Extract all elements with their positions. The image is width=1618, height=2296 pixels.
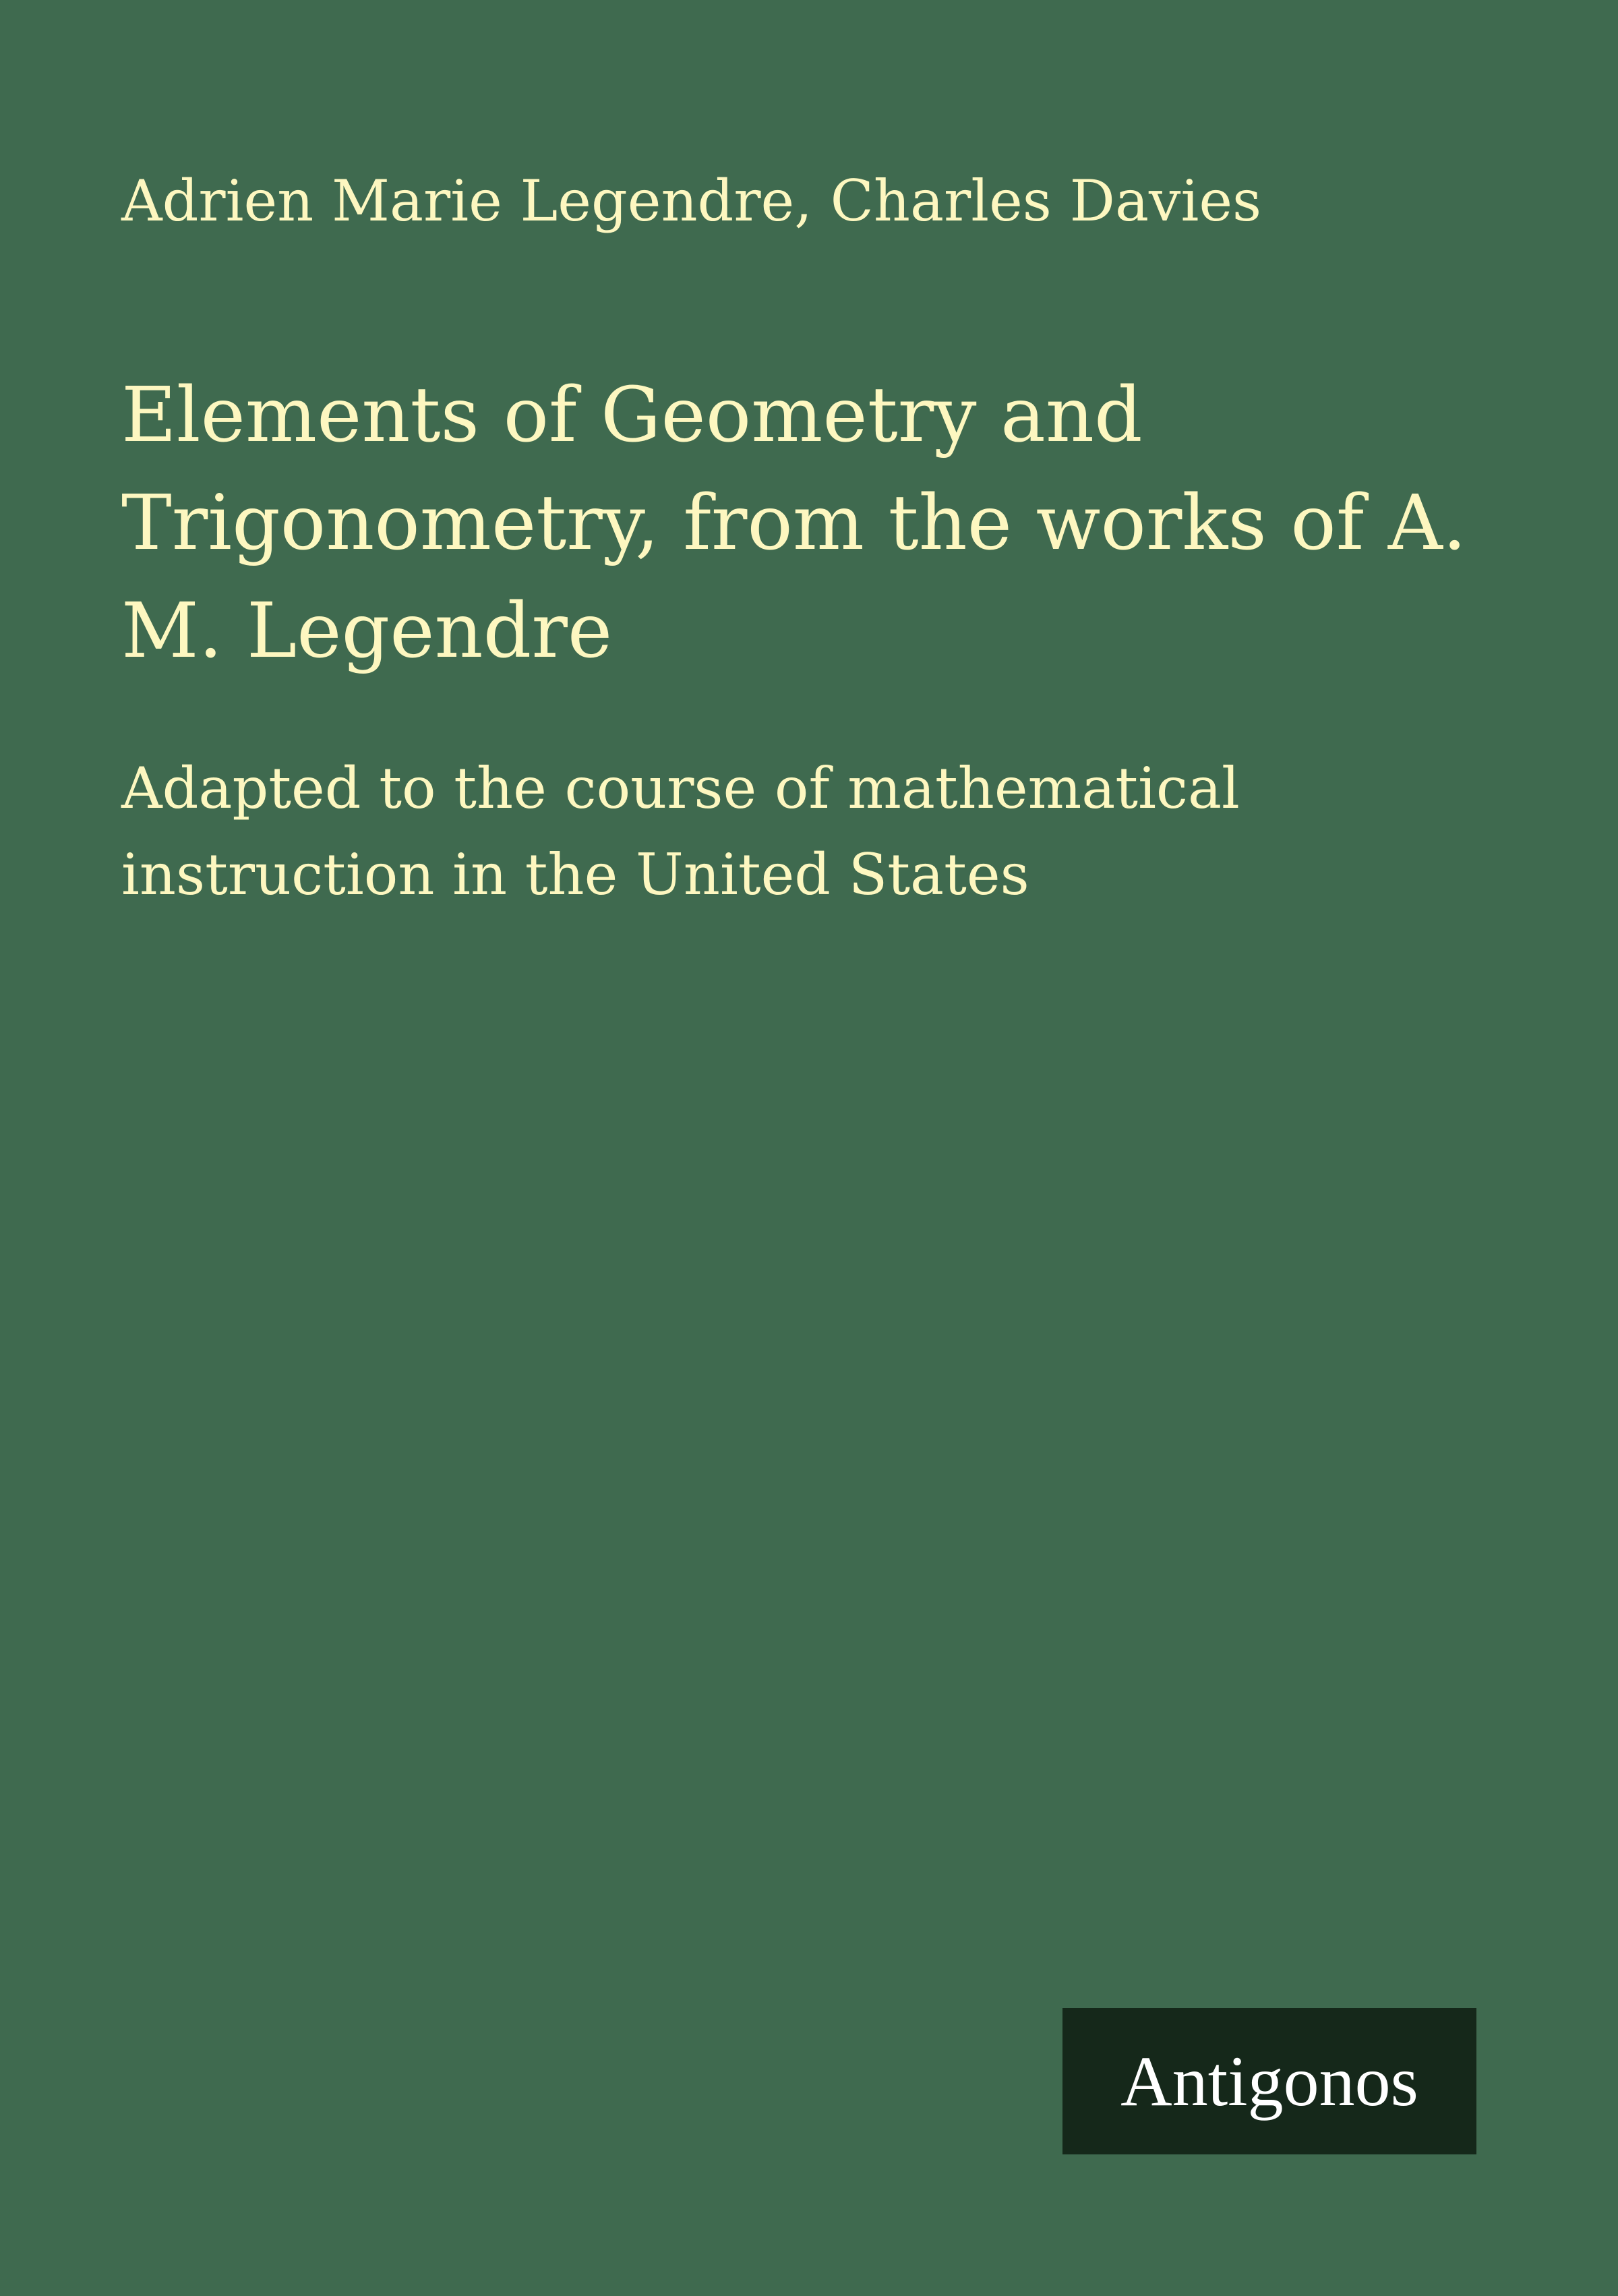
book-title-line-3: M. Legendre bbox=[121, 587, 613, 675]
publisher-logo bbox=[1062, 2008, 1476, 2154]
book-title-line-2: Trigonometry, from the works of A. bbox=[121, 479, 1467, 567]
book-subtitle-line-2: instruction in the United States bbox=[121, 842, 1029, 908]
book-authors: Adrien Marie Legendre, Charles Davies bbox=[121, 168, 1262, 234]
book-subtitle bbox=[121, 745, 1537, 918]
publisher-name: Antigonos bbox=[1120, 2041, 1418, 2121]
book-title-line-1: Elements of Geometry and bbox=[121, 372, 1143, 459]
book-title bbox=[121, 361, 1537, 685]
book-subtitle-line-1: Adapted to the course of mathematical bbox=[121, 755, 1240, 821]
